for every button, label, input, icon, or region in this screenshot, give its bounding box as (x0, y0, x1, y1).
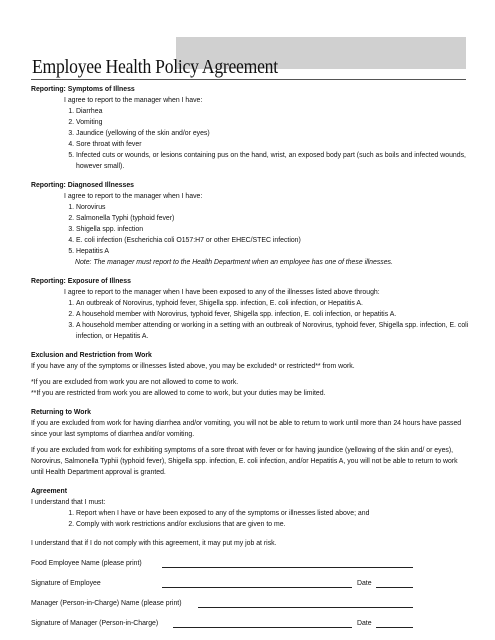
employee-name-field[interactable] (162, 567, 413, 568)
document-body (31, 84, 471, 629)
diagnosed-note: Note: The manager must report to the Health Department when an employee has one of these illnesses. (75, 259, 393, 266)
signature-row-manager-name (31, 598, 471, 609)
exclusion-note-1: *If you are excluded from work you are not allowed to come to work. (31, 379, 239, 386)
manager-signature-label: Signature of Manager (Person-in-Charge) (31, 620, 159, 627)
agreement-intro: I understand that I must: (31, 499, 106, 506)
diagnosed-intro: I agree to report to the manager when I have: (64, 193, 203, 200)
page-title: Employee Health Policy Agreement (32, 56, 278, 78)
manager-date-field[interactable] (376, 627, 413, 628)
manager-date-label: Date (357, 620, 372, 627)
exclusion-text: If you have any of the symptoms or illnesses listed above, you may be excluded* or restricted** from work. (31, 363, 355, 370)
exposure-intro: I agree to report to the manager when I have been exposed to any of the illnesses listed above through: (64, 289, 380, 296)
manager-name-field[interactable] (198, 607, 413, 608)
returning-para-1: If you are excluded from work for having diarrhea and/or vomiting, you will not be able to return to work until more than 24 hours have passed since your last symptoms of diarrhea and/or vomiting. (31, 420, 462, 438)
employee-date-field[interactable] (376, 587, 413, 588)
list-item: 4. Sore throat with fever (76, 139, 471, 150)
exposure-list (31, 298, 471, 342)
employee-date-label: Date (357, 580, 372, 587)
manager-name-label: Manager (Person-in-Charge) Name (please print) (31, 600, 182, 607)
agreement-heading: Agreement (31, 488, 67, 495)
list-item: 1. Report when I have or have been exposed to any of the symptoms or illnesses listed above; and (76, 508, 471, 519)
agreement-list (31, 508, 471, 530)
list-item: 5. Hepatitis A (76, 246, 471, 257)
returning-heading: Returning to Work (31, 409, 91, 416)
list-item: 2. A household member with Norovirus, typhoid fever, Shigella spp. infection, E. coli infection, or hepatitis A. (76, 309, 471, 320)
returning-para-2: If you are excluded from work for exhibiting symptoms of a sore throat with fever or for having jaundice (yellowing of the skin and/ or eyes), Norovirus, Salmonella Typhii (typhoid fever), Shigella spp. infection, E. coli infection, and/or Hepatitis A, you will not be able to return to work until Health Department approval is granted. (31, 447, 458, 476)
symptoms-heading: Reporting: Symptoms of Illness (31, 86, 135, 93)
list-item: 4. E. coli infection (Escherichia coli O157:H7 or other EHEC/STEC infection) (76, 235, 471, 246)
agreement-closing: I understand that if I do not comply with this agreement, it may put my job at risk. (31, 540, 277, 547)
list-item: 1. Norovirus (76, 202, 471, 213)
title-rule (31, 79, 466, 80)
list-item: 1. Diarrhea (76, 106, 471, 117)
signature-row-manager-signature (31, 618, 471, 629)
list-item: 2. Comply with work restrictions and/or exclusions that are given to me. (76, 519, 471, 530)
signature-row-employee-name (31, 558, 471, 569)
employee-name-label: Food Employee Name (please print) (31, 560, 142, 567)
employee-signature-field[interactable] (162, 587, 352, 588)
signature-row-employee-signature (31, 578, 471, 589)
diagnosed-heading: Reporting: Diagnosed Illnesses (31, 182, 134, 189)
list-item: 2. Salmonella Typhi (typhoid fever) (76, 213, 471, 224)
manager-signature-field[interactable] (173, 627, 352, 628)
diagnosed-list (31, 202, 471, 257)
symptoms-list (31, 106, 471, 172)
list-item: 5. Infected cuts or wounds, or lesions containing pus on the hand, wrist, an exposed body part (such as boils and infected wounds, however small). (76, 150, 471, 172)
exclusion-heading: Exclusion and Restriction from Work (31, 352, 152, 359)
employee-signature-label: Signature of Employee (31, 580, 101, 587)
exclusion-note-2: **If you are restricted from work you are allowed to come to work, but your duties may be limited. (31, 390, 326, 397)
list-item: 1. An outbreak of Norovirus, typhoid fever, Shigella spp. infection, E. coli infection, or Hepatitis A. (76, 298, 471, 309)
exposure-heading: Reporting: Exposure of Illness (31, 278, 131, 285)
list-item: 3. Jaundice (yellowing of the skin and/or eyes) (76, 128, 471, 139)
symptoms-intro: I agree to report to the manager when I have: (64, 97, 203, 104)
list-item: 3. A household member attending or working in a setting with an outbreak of Norovirus, typhoid fever, Shigella spp. infection, E. coli infection, or Hepatitis A. (76, 320, 471, 342)
list-item: 3. Shigella spp. infection (76, 224, 471, 235)
list-item: 2. Vomiting (76, 117, 471, 128)
